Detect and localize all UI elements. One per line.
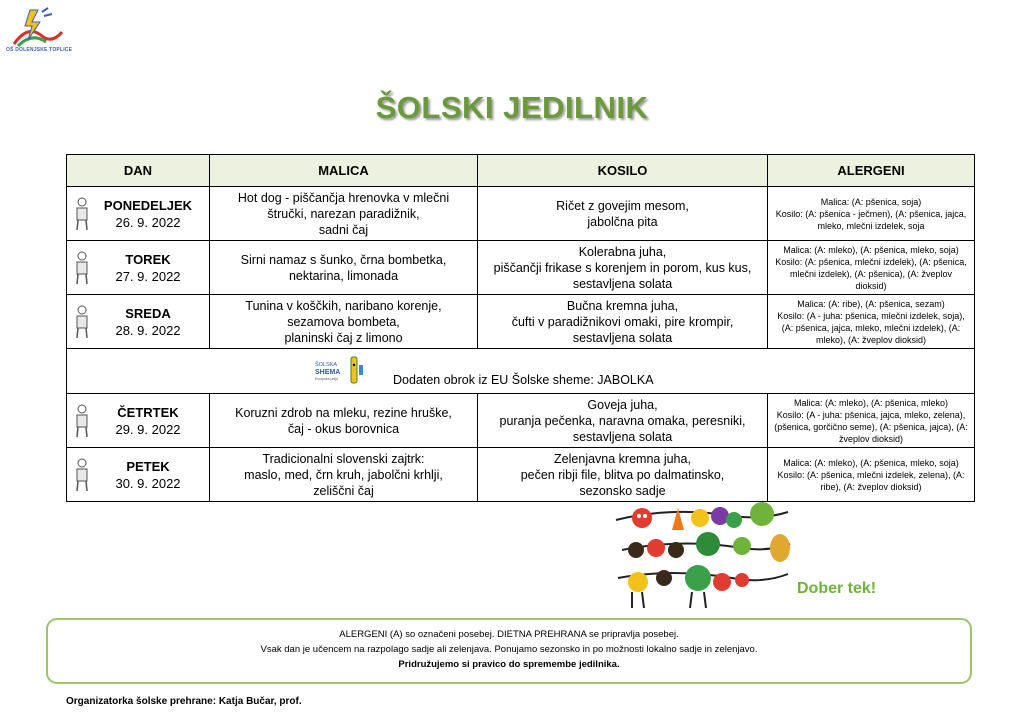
malica-line: Koruzni zdrob na mleku, rezine hruške, [235, 405, 452, 420]
malica-cell [210, 187, 478, 241]
svg-text:SHEMA: SHEMA [315, 369, 341, 376]
day-name: SREDA [125, 305, 171, 321]
fruit-scheme-cell [67, 349, 975, 394]
day-cell [67, 241, 210, 295]
school-logo-text: OŠ DOLENJSKE TOPLICE [6, 47, 73, 53]
header-alergeni: ALERGENI [768, 155, 975, 187]
kosilo-line: Goveja juha, [587, 397, 658, 412]
kosilo-line: sestavljena solata [572, 276, 673, 291]
day-cell [67, 394, 210, 448]
table-header-row [67, 155, 975, 187]
day-date: 28. 9. 2022 [115, 322, 181, 338]
malica-line: Hot dog - piščančja hrenovka v mlečni [237, 190, 450, 205]
alergeni-line: (A: pšenica, jajca, mleko, mlečni izdelek), (A: [781, 322, 961, 333]
day-name: PONEDELJEK [103, 197, 193, 213]
malica-line: Tradicionalni slovenski zajtrk: [262, 451, 425, 466]
svg-text:ŠOLSKA: ŠOLSKA [315, 362, 338, 368]
alergeni-cell [768, 448, 975, 502]
alergeni-line: Kosilo: (A: pšenica, mlečni izdelek, zelena), (A: [777, 469, 965, 480]
header-kosilo: KOSILO [478, 155, 768, 187]
kosilo-line: sestavljena solata [572, 330, 673, 345]
malica-line: sezamova bombeta, [287, 314, 400, 329]
alergeni-line: Kosilo: (A: pšenica - ječmen), (A: pšenica, jajca, [775, 208, 967, 219]
kosilo-cell [478, 187, 768, 241]
notice-line: ALERGENI (A) so označeni posebej. DIETNA PREHRANA se pripravlja posebej. [339, 629, 679, 640]
malica-line: Sirni namaz s šunko, črna bombetka, [240, 252, 447, 267]
notice-box [46, 618, 972, 684]
fruit-scheme-row [67, 349, 975, 394]
kosilo-cell [478, 241, 768, 295]
malica-line: planinski čaj z limono [284, 330, 403, 345]
kosilo-cell [478, 394, 768, 448]
kosilo-line: Kolerabna juha, [578, 244, 667, 259]
alergeni-line: dioksid) [855, 280, 887, 291]
page-title: ŠOLSKI JEDILNIK [375, 90, 649, 125]
child-figure-icon [73, 250, 91, 286]
child-figure-icon [73, 196, 91, 232]
table-row [67, 394, 975, 448]
kosilo-line: pečen ribji file, blitva po dalmatinsko, [520, 467, 725, 482]
alergeni-line: mleko), (A: žveplov dioksid) [815, 334, 927, 345]
malica-cell [210, 295, 478, 349]
school-logo [8, 6, 66, 52]
kosilo-line: jabolčna pita [587, 214, 658, 229]
vegetables-illustration [612, 498, 794, 612]
kosilo-line: Zelenjavna kremna juha, [554, 451, 691, 466]
day-date: 30. 9. 2022 [115, 475, 181, 491]
day-name: TOREK [125, 251, 171, 267]
notice-line: Vsak dan je učencem na razpolago sadje ali zelenjava. Ponujamo sezonsko in po možnosti lokalno sadje in zelenjavo. [260, 644, 758, 655]
alergeni-line: Malica: (A: ribe), (A: pšenica, sezam) [797, 298, 945, 309]
alergeni-line: Kosilo: (A - juha: pšenica, mlečni izdelek, soja), [777, 310, 965, 321]
alergeni-line: Kosilo: (A - juha: pšenica, jajca, mleko, zelena), [776, 409, 966, 420]
malica-cell [210, 394, 478, 448]
kosilo-line: puranja pečenka, naravna omaka, peresniki, [499, 413, 746, 428]
alergeni-line: Malica: (A: mleko), (A: pšenica, mleko) [793, 397, 949, 408]
day-name: ČETRTEK [117, 404, 179, 420]
malica-line: maslo, med, črn kruh, jabolčni krhlji, [244, 467, 443, 482]
alergeni-line: Kosilo: (A: pšenica, mlečni izdelek), (A: pšenica, [775, 256, 967, 267]
day-cell [67, 448, 210, 502]
child-figure-icon [73, 403, 91, 439]
footer-organizer: Organizatorka šolske prehrane: Katja Bučar, prof. [66, 696, 302, 707]
malica-line: nektarina, limonada [288, 268, 399, 283]
malica-cell [210, 241, 478, 295]
table-row [67, 448, 975, 502]
day-cell [67, 187, 210, 241]
alergeni-line: Malica: (A: mleko), (A: pšenica, mleko, soja) [783, 244, 959, 255]
kosilo-line: piščančji frikase s korenjem in porom, kus kus, [493, 260, 752, 275]
fruit-scheme-text: Dodaten obrok iz EU Šolske sheme: JABOLKA [393, 373, 654, 387]
day-name: PETEK [126, 458, 170, 474]
malica-line: štručki, narezan paradižnik, [267, 206, 420, 221]
day-cell [67, 295, 210, 349]
menu-table [66, 154, 975, 502]
malica-line: zeliščni čaj [313, 483, 374, 498]
alergeni-line: mleko, mlečni izdelek, soja [817, 220, 925, 231]
kosilo-line: sestavljena solata [572, 429, 673, 444]
alergeni-cell [768, 295, 975, 349]
alergeni-cell [768, 394, 975, 448]
day-date: 26. 9. 2022 [115, 214, 181, 230]
alergeni-line: (pšenica, gorčično seme), (A: pšenica, jajca), (A: [774, 421, 968, 432]
table-row [67, 295, 975, 349]
malica-cell [210, 448, 478, 502]
kosilo-cell [478, 448, 768, 502]
child-figure-icon [73, 304, 91, 340]
alergeni-cell [768, 187, 975, 241]
table-row [67, 241, 975, 295]
dober-tek-text: Dober tek! [797, 580, 877, 597]
alergeni-line: Malica: (A: mleko), (A: pšenica, mleko, soja) [783, 457, 959, 468]
child-figure-icon [73, 457, 91, 493]
school-scheme-logo [313, 355, 365, 387]
malica-line: sadni čaj [318, 222, 369, 237]
notice-line-bold: Pridružujemo si pravico do spremembe jedilnika. [398, 659, 620, 670]
day-date: 29. 9. 2022 [115, 421, 181, 437]
alergeni-line: žveplov dioksid) [838, 433, 904, 444]
kosilo-line: Bučna kremna juha, [566, 298, 679, 313]
malica-line: čaj - okus borovnica [287, 421, 400, 436]
header-day: DAN [67, 155, 210, 187]
kosilo-line: Ričet z govejim mesom, [556, 198, 689, 213]
kosilo-line: sezonsko sadje [579, 483, 666, 498]
header-malica: MALICA [210, 155, 478, 187]
kosilo-cell [478, 295, 768, 349]
alergeni-line: Malica: (A: pšenica, soja) [820, 196, 922, 207]
svg-text:Evropska unija: Evropska unija [315, 377, 338, 381]
alergeni-line: ribe), (A: žveplov dioksid) [820, 481, 922, 492]
table-row [67, 187, 975, 241]
kosilo-line: čufti v paradižnikovi omaki, pire krompir, [511, 314, 734, 329]
alergeni-line: mlečni izdelek), (A: pšenica), (A: žveplov [789, 268, 953, 279]
alergeni-cell [768, 241, 975, 295]
day-date: 27. 9. 2022 [115, 268, 181, 284]
malica-line: Tunina v koščkih, naribano korenje, [245, 298, 442, 313]
